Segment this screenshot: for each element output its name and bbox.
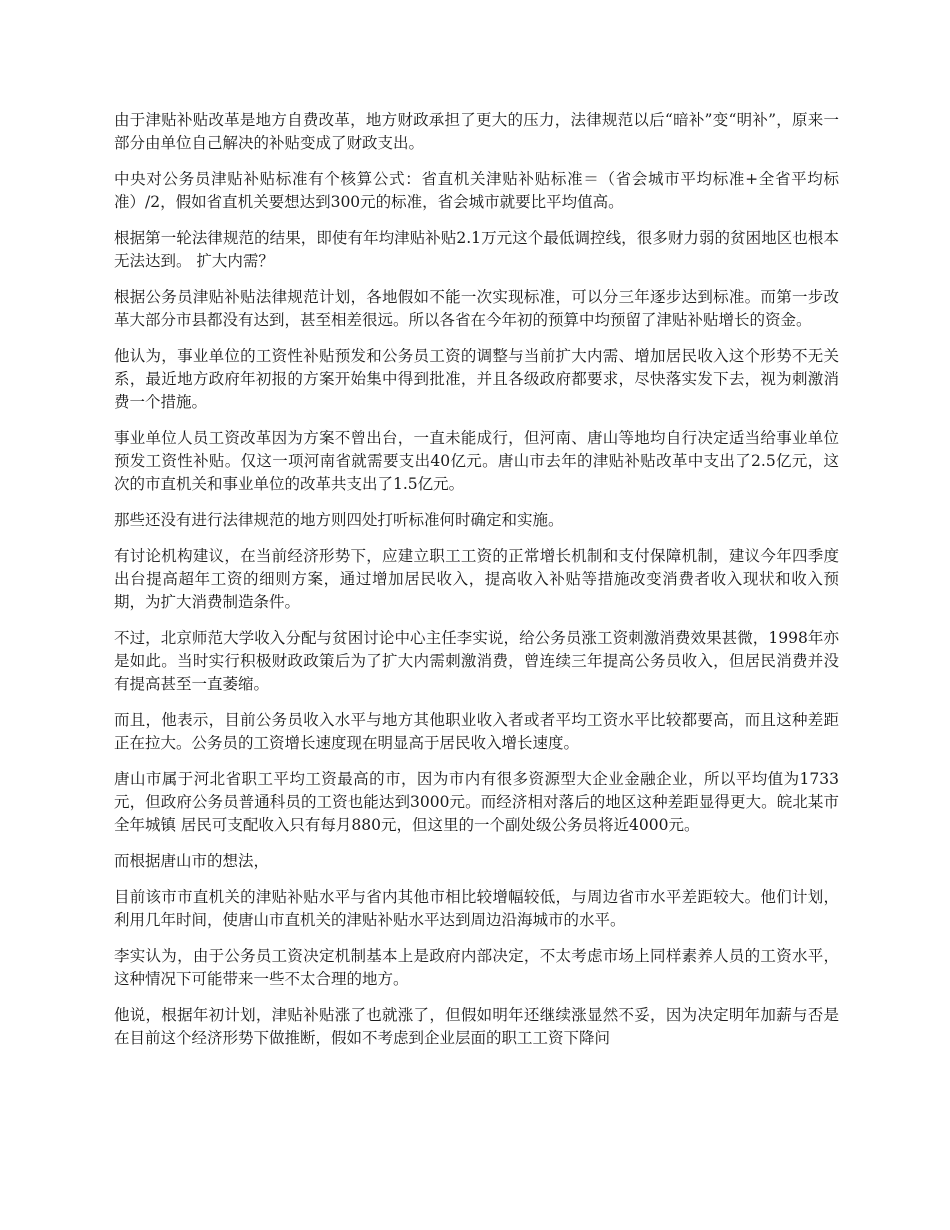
- paragraph: 根据公务员津贴补贴法律规范计划，各地假如不能一次实现标准，可以分三年逐步达到标准。而第一步改革大部分市县都没有达到，甚至相差很远。所以各省在今年初的预算中均预留了津贴补贴增长的资金。: [114, 288, 839, 329]
- paragraph: 目前该市市直机关的津贴补贴水平与省内其他市相比较增幅较低，与周边省市水平差距较大。他们计划，利用几年时间，使唐山市直机关的津贴补贴水平达到周边沿海城市的水平。: [114, 888, 839, 929]
- paragraph: 那些还没有进行法律规范的地方则四处打听标准何时确定和实施。: [114, 511, 564, 529]
- document-body: [114, 109, 839, 1063]
- paragraph: 而根据唐山市的想法，: [114, 852, 270, 870]
- paragraph: 事业单位人员工资改革因为方案不曾出台，一直未能成行，但河南、唐山等地均自行决定适当给事业单位预发工资性补贴。仅这一项河南省就需要支出40亿元。唐山市去年的津贴补贴改革中支出了2.5亿元，这次的市直机关和事业单位的改革共支出了1.5亿元。: [114, 429, 839, 493]
- paragraph: 李实认为，由于公务员工资决定机制基本上是政府内部决定，不太考虑市场上同样素养人员的工资水平，这种情况下可能带来一些不太合理的地方。: [114, 947, 839, 988]
- paragraph: 而且，他表示，目前公务员收入水平与地方其他职业收入者或者平均工资水平比较都要高，而且这种差距正在拉大。公务员的工资增长速度现在明显高于居民收入增长速度。: [114, 711, 839, 752]
- paragraph: 有讨论机构建议，在当前经济形势下，应建立职工工资的正常增长机制和支付保障机制，建议今年四季度出台提高超年工资的细则方案，通过增加居民收入，提高收入补贴等措施改变消费者收入现状和收入预期，为扩大消费制造条件。: [114, 547, 839, 611]
- paragraph: 由于津贴补贴改革是地方自费改革，地方财政承担了更大的压力，法律规范以后“暗补”变“明补”，原来一部分由单位自己解决的补贴变成了财政支出。: [114, 111, 839, 152]
- paragraph: 唐山市属于河北省职工平均工资最高的市，因为市内有很多资源型大企业金融企业，所以平均值为1733元，但政府公务员普通科员的工资也能达到3000元。而经济相对落后的地区这种差距显得更大。皖北某市全年城镇 居民可支配收入只有每月880元，但这里的一个副处级公务员将近4000元。: [114, 770, 839, 834]
- paragraph: 他说，根据年初计划，津贴补贴涨了也就涨了，但假如明年还继续涨显然不妥，因为决定明年加薪与否是在目前这个经济形势下做推断，假如不考虑到企业层面的职工工资下降问: [114, 1006, 839, 1047]
- paragraph: 根据第一轮法律规范的结果，即使有年均津贴补贴2.1万元这个最低调控线，很多财力弱的贫困地区也根本无法达到。 扩大内需？: [114, 229, 839, 270]
- paragraph: 他认为，事业单位的工资性补贴预发和公务员工资的调整与当前扩大内需、增加居民收入这个形势不无关系，最近地方政府年初报的方案开始集中得到批准，并且各级政府都要求，尽快落实发下去，视为刺激消费一个措施。: [114, 347, 839, 411]
- paragraph: 中央对公务员津贴补贴标准有个核算公式：省直机关津贴补贴标准＝（省会城市平均标准+全省平均标准）/2，假如省直机关要想达到300元的标准，省会城市就要比平均值高。: [114, 170, 839, 211]
- paragraph: 不过，北京师范大学收入分配与贫困讨论中心主任李实说，给公务员涨工资刺激消费效果甚微，1998年亦是如此。当时实行积极财政政策后为了扩大内需刺激消费，曾连续三年提高公务员收入，但居民消费并没有提高甚至一直萎缩。: [114, 629, 839, 693]
